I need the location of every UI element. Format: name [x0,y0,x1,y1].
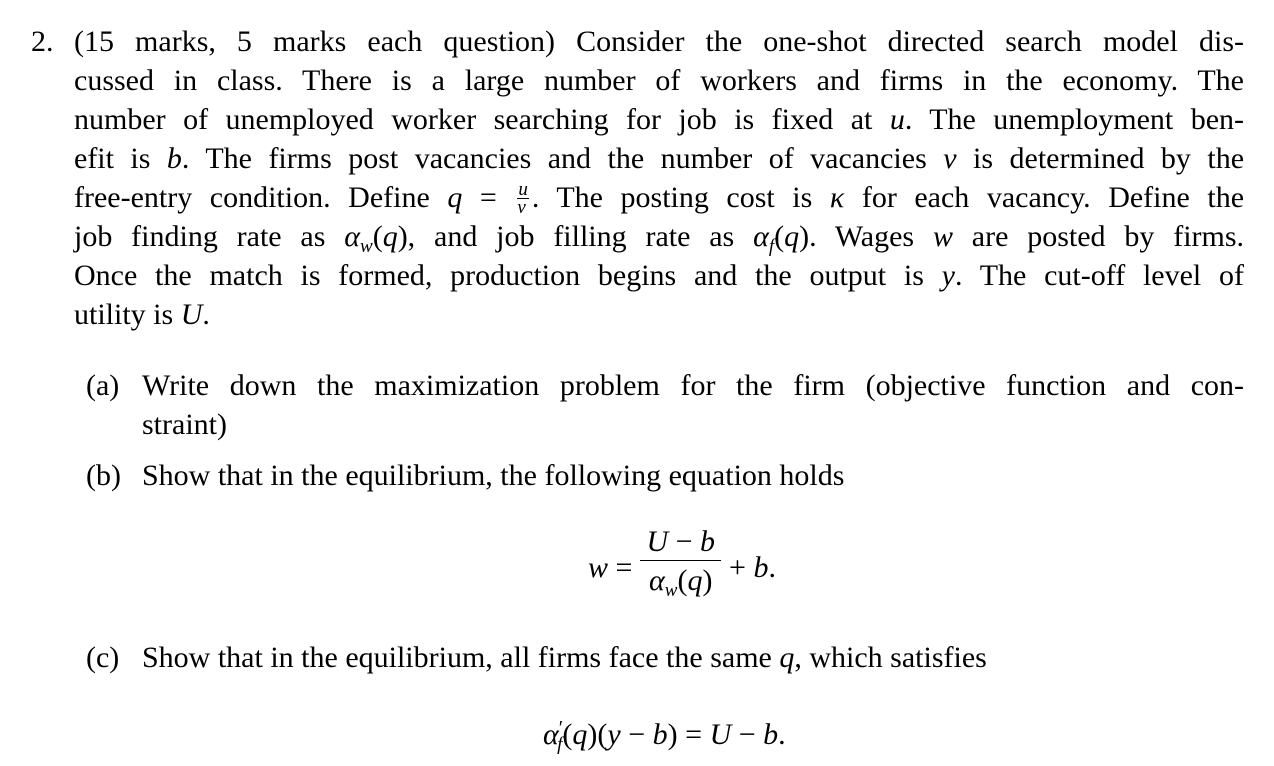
part-a [0,366,1274,446]
part-a-line-1: Write down the maximization problem for the firm (objective function and con- [142,369,1244,402]
part-c-text [142,638,1244,677]
question-line-5: free-entry condition. Define q = $\frac{u}{v}$ . The posting cost is κ for each vacancy. Define the [74,178,1245,218]
part-c-line-1: Show that in the equilibrium, all firms face the same q, which satisfies [142,641,987,674]
question-line-1: (15 marks, 5 marks each question) Consider the one-shot directed search model dis- [74,25,1244,58]
part-a-label: (a) [86,369,120,402]
question-line-3: number of unemployed worker searching for job is fixed at u. The unemployment ben- [74,103,1245,136]
question-number: 2. [31,25,54,58]
question-text [74,22,1244,334]
question-line-8: utility is U. [74,298,210,331]
equation-b-rhs: + b. [729,550,776,584]
equation-b-lhs: w = [588,550,633,584]
part-c [0,638,1274,678]
equation-b-numerator: U − b [640,524,721,561]
part-c-label: (c) [86,641,120,674]
question-line-7: Once the match is formed, production begins and the output is y. The cut-off level of [74,259,1244,292]
part-b-label: (b) [86,459,121,492]
equation-c-content: $\alpha'_f(q)(y - b) = U - b$. [543,717,786,755]
equation-b-fraction [640,524,721,611]
part-b [0,456,1274,496]
u-over-v-fraction: $\frac{u}{v}$ [517,178,528,218]
part-b-line-1: Show that in the equilibrium, the following equation holds [142,459,845,492]
question-line-2: cussed in class. There is a large number of workers and firms in the economy. The [74,64,1244,97]
equation-b [588,524,776,611]
part-a-line-2: straint) [142,408,227,441]
question-line-6: job finding rate as $\alpha_w(q)$, and job filling rate as $\alpha_f(q)$. Wages w are posted by firms. [74,220,1245,257]
question-line-4: efit is b. The firms post vacancies and the number of vacancies v is determined by the [74,142,1245,175]
part-b-text [142,456,1244,495]
equation-c [543,708,786,765]
part-a-text [142,366,1244,444]
equation-b-denominator: $\alpha_w(q)$ [649,564,713,601]
